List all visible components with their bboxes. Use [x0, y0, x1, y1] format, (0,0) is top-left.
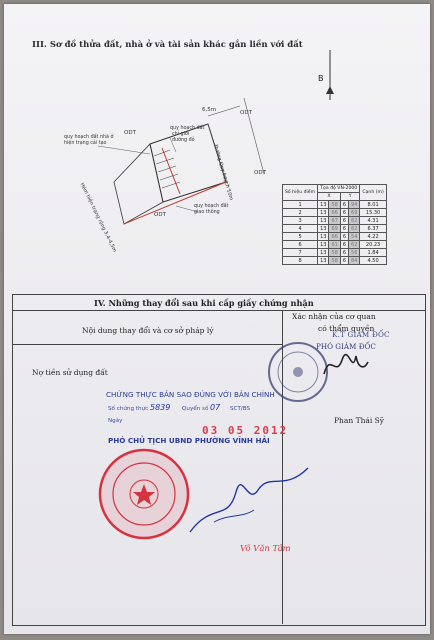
col-edge: Cạnh (m): [360, 185, 386, 201]
col-x: X: [318, 193, 341, 201]
vice-chairman-name: Võ Văn Tâm: [240, 544, 291, 554]
plot-dimension-label: 6,5m: [202, 107, 217, 113]
col-coordinates: Tọa độ VN-2000: [318, 185, 360, 193]
book-number: 07: [210, 403, 221, 412]
north-label: B: [318, 74, 324, 83]
road-label-left: Hẻm hiện trạng rộng 3,4-4,5m: [78, 182, 118, 254]
column-header-right-1: Xác nhận của cơ quan: [292, 312, 376, 321]
table-row: 5 13 66 6 54 4.22: [283, 233, 387, 241]
odt-label-2: ODT: [124, 130, 136, 136]
book-suffix: SCT/BS: [230, 406, 251, 412]
certificate-number: 5839: [150, 403, 171, 412]
vice-chairman-signature-icon: [184, 462, 314, 540]
certification-heading: CHỨNG THỰC BẢN SAO ĐÚNG VỚI BẢN CHÍNH: [106, 390, 275, 399]
vice-chairman-title: PHÓ CHỦ TỊCH UBND PHƯỜNG VĨNH HẢI: [108, 436, 270, 445]
red-seal-icon: [96, 446, 192, 542]
table-row: 1 13 58 6 94 8.01: [283, 201, 387, 209]
odt-label-3: ODT: [154, 212, 166, 218]
land-plot-diagram: [58, 94, 270, 264]
section-4-title: IV. Những thay đổi sau khi cấp giấy chứng nhận: [94, 298, 314, 308]
table-row: 2 13 66 6 69 15.30: [283, 209, 387, 217]
table-row: 7 13 58 6 56 1.84: [283, 249, 387, 257]
col-y: Y: [340, 193, 360, 201]
table-row: 4 13 69 6 82 6.37: [283, 225, 387, 233]
plan-label: quy hoạch đất: [170, 126, 205, 131]
divider: [12, 310, 426, 311]
table-row: 3 13 67 6 82 4.31: [283, 217, 387, 225]
odt-label-1: ODT: [240, 110, 252, 116]
deputy-director-title: PHÓ GIÁM ĐỐC: [316, 342, 376, 351]
table-row: 8 13 58 6 84 4.50: [283, 257, 387, 265]
land-fee-debt-note: Nợ tiền sử dụng đất: [32, 368, 108, 377]
coordinate-table: [282, 184, 387, 265]
certificate-number-label: Số chứng thực: [108, 406, 149, 412]
traffic-plan-label: quy hoạch đất giao thông: [194, 204, 229, 215]
document-page: [4, 4, 430, 634]
col-point-id: Số hiệu điểm: [283, 185, 318, 201]
table-header-row: [283, 185, 387, 193]
section-3-title: III. Sơ đồ thửa đất, nhà ở và tài sản khác gắn liền với đất: [32, 40, 303, 50]
director-signature-icon: [320, 348, 370, 382]
red-line-label: chỉ giới đường đỏ: [172, 132, 195, 143]
odt-label-4: ODT: [254, 170, 266, 176]
certification-date: 03 05 2012: [202, 424, 289, 437]
date-label: Ngày: [108, 418, 123, 424]
column-header-right-2: có thẩm quyền: [318, 324, 375, 333]
deputy-director-stamp-title: K.T GIÁM ĐỐC: [332, 330, 390, 339]
table-row: 6 13 61 6 62 20.23: [283, 241, 387, 249]
director-name: Phan Thái Sỹ: [334, 416, 385, 425]
road-label-right: Đường Quy hoạch 10m: [212, 144, 234, 202]
book-number-label: Quyển số: [182, 406, 209, 412]
residential-plan-label: quy hoạch đất nhà ở hiện trạng cải tạo: [64, 135, 114, 146]
column-header-left: Nội dung thay đổi và cơ sở pháp lý: [82, 326, 214, 335]
divider: [12, 344, 282, 345]
